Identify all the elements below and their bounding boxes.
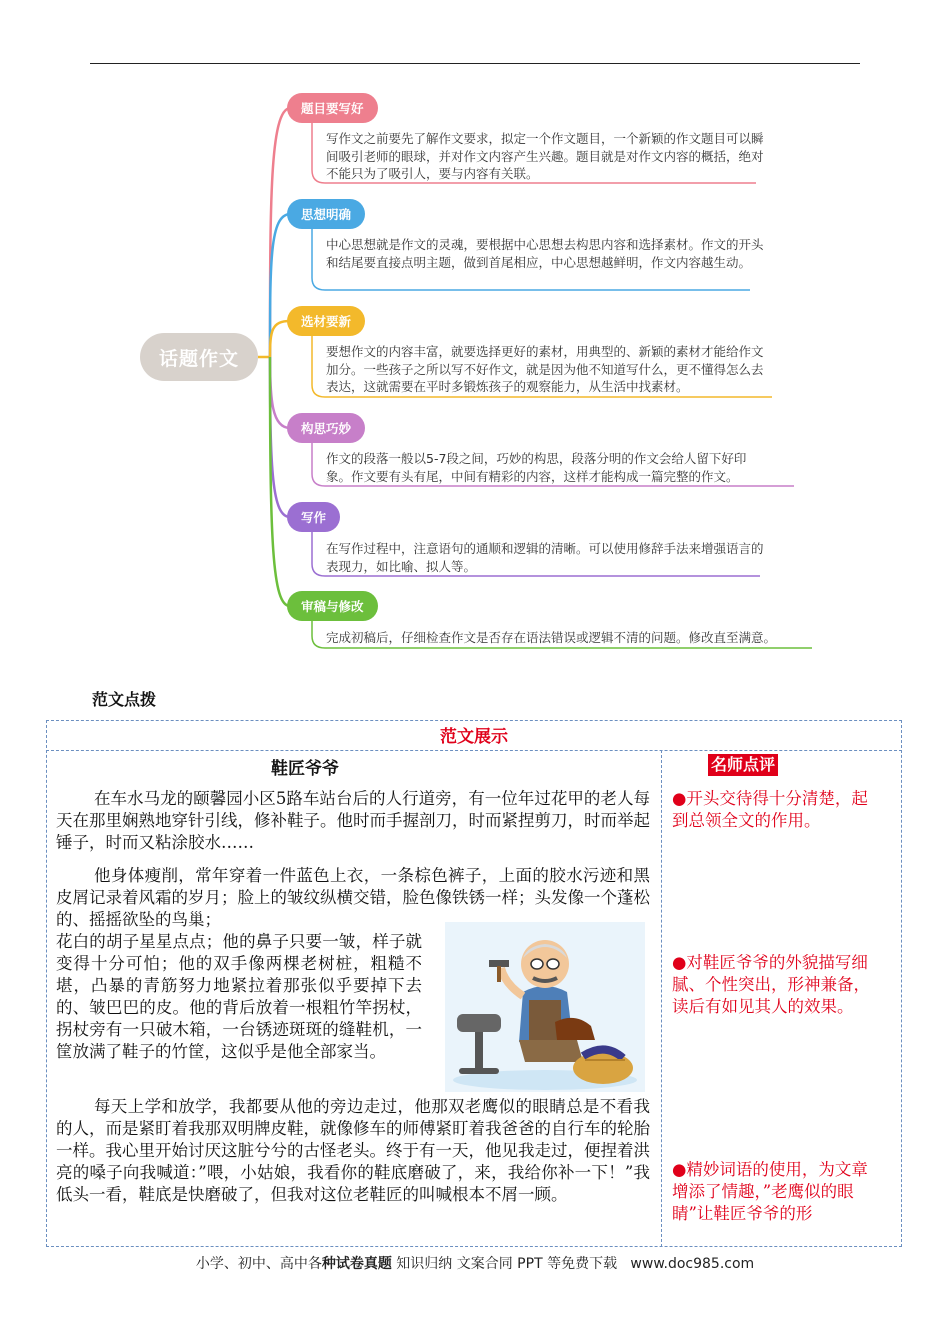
branch-text-writing: 在写作过程中，注意语句的通顺和逻辑的清晰。可以使用修辞手法来增强语言的表现力，如比喻、拟人等。	[326, 541, 764, 574]
footer	[0, 1253, 950, 1273]
footer-part-2: 知识归纳	[391, 1256, 457, 1272]
footer-url[interactable]: www.doc985.com	[617, 1256, 755, 1272]
story-paragraph-3: 花白的胡子星星点点；他的鼻子只要一皱，样子就变得十分可怕；他的双手像两棵老树桩，粗糙不堪，凸暴的青筋努力地紧拉着那张似乎要掉下去的、皱巴巴的皮。他的背后放着一根粗竹竿拐杖，拐杖旁有一只破木箱，一台锈迹斑斑的缝鞋机，一筐放满了鞋子的竹筐，这似乎是他全部家当。	[56, 932, 422, 1061]
branch-title-idea: 思想明确	[287, 199, 365, 229]
footer-bold: 种试卷真题	[321, 1256, 392, 1272]
branch-title-revision: 审稿与修改	[287, 591, 378, 621]
story-paragraph-1: 在车水马龙的颐馨园小区5路车站台后的人行道旁，有一位年过花甲的老人每天在那里娴熟地穿针引线，修补鞋子。他时而手握剖刀，时而紧捏剪刀，时而举起锤子，时而又粘涂胶水……	[56, 789, 650, 852]
mind-map-center: 话题作文	[140, 333, 258, 381]
branch-text-idea: 中心思想就是作文的灵魂，要根据中心思想去构思内容和选择素材。作文的开头和结尾要直接点明主题，做到首尾相应，中心思想越鲜明，作文内容越生动。	[326, 237, 764, 270]
branch-title-structure: 构思巧妙	[287, 413, 365, 443]
branch-text-material: 要想作文的内容丰富，就要选择更好的素材，用典型的、新颖的素材才能给作文加分。一些孩子之所以写不好作文，就是因为他不知道写什么，更不懂得怎么去表达，这就需要在平时多锻炼孩子的观察能力，从生活中找素材。	[326, 344, 764, 394]
story-title: 鞋匠爷爷	[271, 759, 339, 779]
box-title: 范文展示	[440, 727, 508, 747]
section-title: 范文点拨	[92, 690, 157, 709]
branch-text-topic: 写作文之前要先了解作文要求，拟定一个作文题目，一个新颖的作文题目可以瞬间吸引老师的眼球，并对作文内容产生兴趣。题目就是对作文内容的概括，绝对不能只为了吸引人，要与内容有关联。	[326, 131, 764, 181]
cobbler-illustration	[445, 922, 645, 1092]
branch-text-structure: 作文的段落一般以5-7段之间，巧妙的构思，段落分明的作文会给人留下好印象。作文要有头有尾，中间有精彩的内容，这样才能构成一篇完整的作文。	[326, 451, 747, 484]
branch-title-writing: 写作	[287, 502, 340, 532]
story-paragraph-4: 每天上学和放学，我都要从他的旁边走过，他那双老鹰似的眼睛总是不看我的人，而是紧盯着我那双明牌皮鞋，就像修车的师傅紧盯着我爸爸的自行车的轮胎一样。我心里开始讨厌这脏兮兮的古怪老头。终于有一天，他见我走过，便捏着洪亮的嗓子向我喊道：”喂，小姑娘，我看你的鞋底磨破了，来，我给你补一下！”我低头一看，鞋底是快磨破了，但我对这位老鞋匠的叫喊根本不屑一顾。	[56, 1097, 650, 1204]
footer-part-1: 小学、初中、高中各	[195, 1256, 322, 1272]
comment-3: ●精妙词语的使用，为文章增添了情趣，”老鹰似的眼睛”让鞋匠爷爷的形	[672, 1160, 868, 1223]
branch-title-material: 选材要新	[287, 306, 365, 336]
branch-title-topic: 题目要写好	[287, 93, 378, 123]
footer-part-3: 文案合同 PPT 等免费下载	[456, 1256, 618, 1272]
box-header-divider	[46, 750, 902, 751]
branch-text-revision: 完成初稿后，仔细检查作文是否存在语法错误或逻辑不清的问题。修改直至满意。	[326, 630, 777, 645]
box-column-divider	[661, 750, 662, 1247]
comment-title: 名师点评	[708, 754, 778, 776]
story-paragraph-2: 他身体瘦削，常年穿着一件蓝色上衣，一条棕色裤子，上面的胶水污迹和黑皮屑记录着风霜的岁月；脸上的皱纹纵横交错，脸色像铁锈一样；头发像一个蓬松的、摇摇欲坠的鸟巢；	[56, 866, 650, 929]
comment-1: ●开头交待得十分清楚，起到总领全文的作用。	[672, 789, 868, 830]
comment-2: ●对鞋匠爷爷的外貌描写细腻、个性突出，形神兼备，读后有如见其人的效果。	[672, 953, 870, 1016]
